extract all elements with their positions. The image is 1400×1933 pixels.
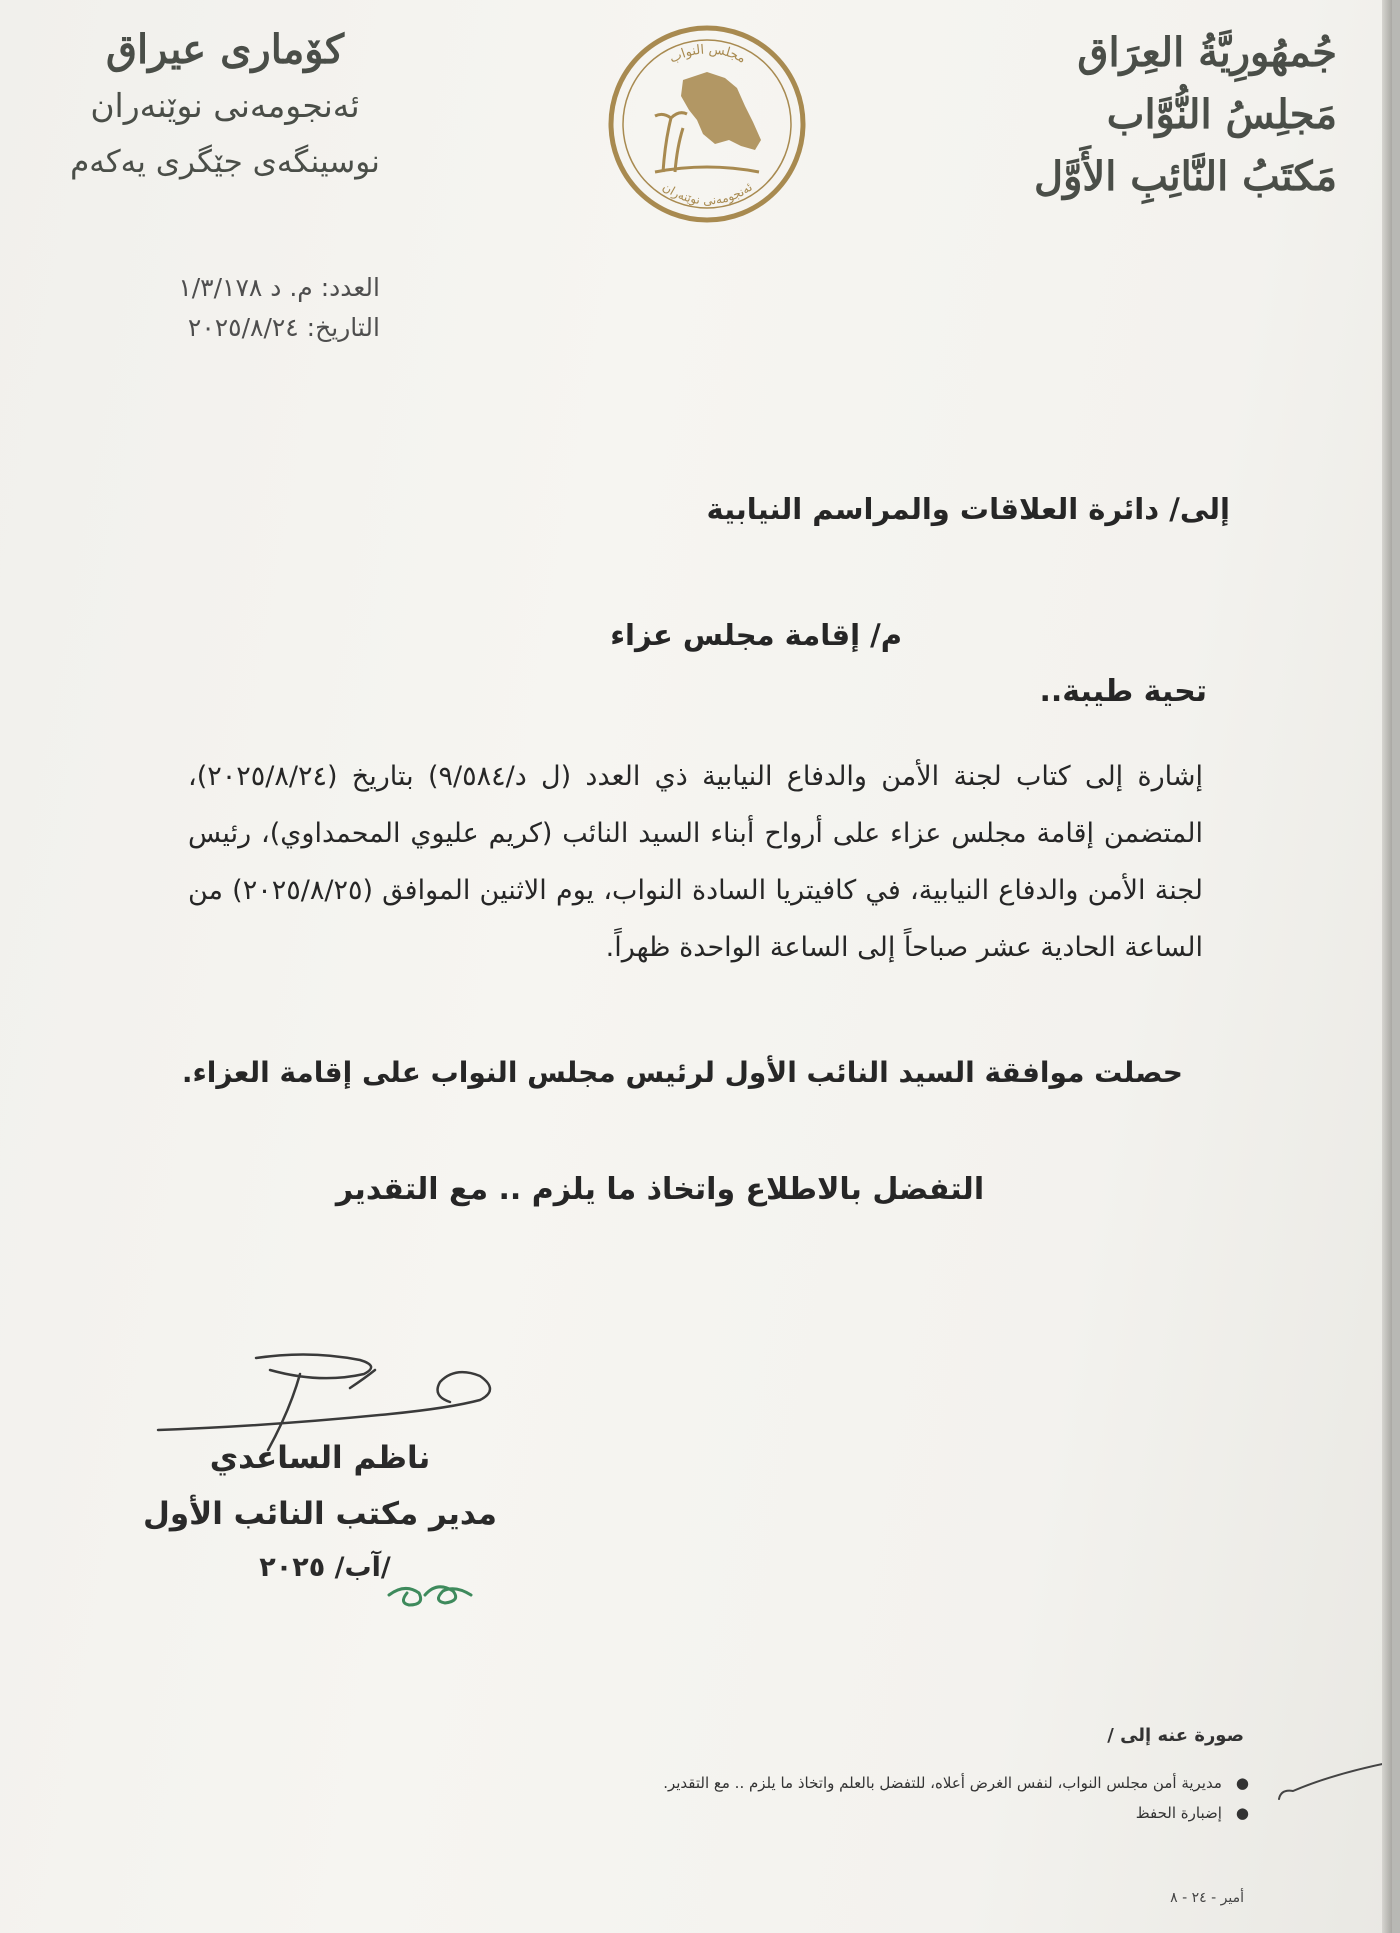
greeting-line: تحية طيبة.. [1039, 674, 1207, 709]
closing-line: التفضل بالاطلاع واتخاذ ما يلزم .. مع التقدير [335, 1172, 985, 1207]
subject-line: م/ إقامة مجلس عزاء [610, 618, 902, 652]
bullet-icon: ● [1235, 1774, 1249, 1792]
handwritten-signature [150, 1330, 510, 1510]
letterhead-kurdish-line-2: ئەنجومەنی نوێنەران [90, 86, 360, 125]
footer-code: أمير - ٢٤ - ٨ [1170, 1890, 1244, 1906]
signature-date: /آب/ ٢٠٢٥ [259, 1552, 391, 1583]
copies-item-text: مديرية أمن مجلس النواب، لنفس الغرض أعلاه، للتفضل بالعلم واتخاذ ما يلزم .. مع التقدير. [663, 1774, 1222, 1792]
parliament-emblem-icon [605, 22, 810, 227]
reference-number: العدد: م. د ١/٣/١٧٨ [178, 273, 380, 302]
bullet-icon: ● [1235, 1804, 1249, 1822]
reference-date: التاريخ: ٢٠٢٥/٨/٢٤ [187, 313, 380, 342]
emblem-bottom-text: ئەنجومەنی نوێنەران [660, 179, 755, 208]
reference-block [40, 268, 380, 348]
copies-heading: صورة عنه إلى / [1107, 1725, 1244, 1746]
body-paragraph-2: حصلت موافقة السيد النائب الأول لرئيس مجلس النواب على إقامة العزاء. [181, 1056, 1183, 1089]
handwritten-day-mark [385, 1565, 485, 1625]
letterhead-kurdish [45, 22, 405, 190]
letterhead-line-1: جُمهُورِيَّةُ العِرَاق [1077, 29, 1337, 76]
copies-item-text: إضبارة الحفظ [1135, 1804, 1222, 1822]
signatory-title: مدير مكتب النائب الأول [143, 1496, 497, 1532]
letterhead-kurdish-line-1: كۆماری عیراق [105, 26, 345, 73]
letterhead-line-2: مَجلِسُ النُّوَّاب [1106, 91, 1337, 138]
body-paragraph-1: إشارة إلى كتاب لجنة الأمن والدفاع النيابية ذي العدد (ل د/٩/٥٨٤) بتاريخ (٢٠٢٥/٨/٢٤)، المتضمن إقامة مجلس عزاء على أرواح أبناء السيد النائب (كريم عليوي المحمداوي)، رئيس لجنة الأمن والدفاع النيابية، في كافيتريا السادة النواب، يوم الاثنين الموافق (٢٠٢٥/٨/٢٥) من الساعة الحادية عشر صباحاً إلى الساعة الواحدة ظهراً. [188, 761, 1204, 963]
emblem-top-text: مجلس النواب [667, 42, 749, 67]
letterhead-kurdish-line-3: نوسینگەی جێگری یەکەم [70, 144, 380, 180]
recipient-line: إلى/ دائرة العلاقات والمراسم النيابية [706, 492, 1230, 526]
letterhead-line-3: مَكتَبُ النَّائِبِ الأَوَّل [1034, 153, 1337, 200]
copies-item [349, 1798, 1249, 1828]
signatory-name: ناظم الساعدي [209, 1440, 431, 1476]
letterhead-arabic [1017, 22, 1337, 208]
copies-list [349, 1768, 1249, 1828]
svg-text:ئەنجومەنی نوێنەران [660, 180, 755, 208]
handwritten-mark [1275, 1755, 1392, 1805]
page-edge-shadow [1382, 0, 1392, 1933]
copies-item [349, 1768, 1249, 1798]
